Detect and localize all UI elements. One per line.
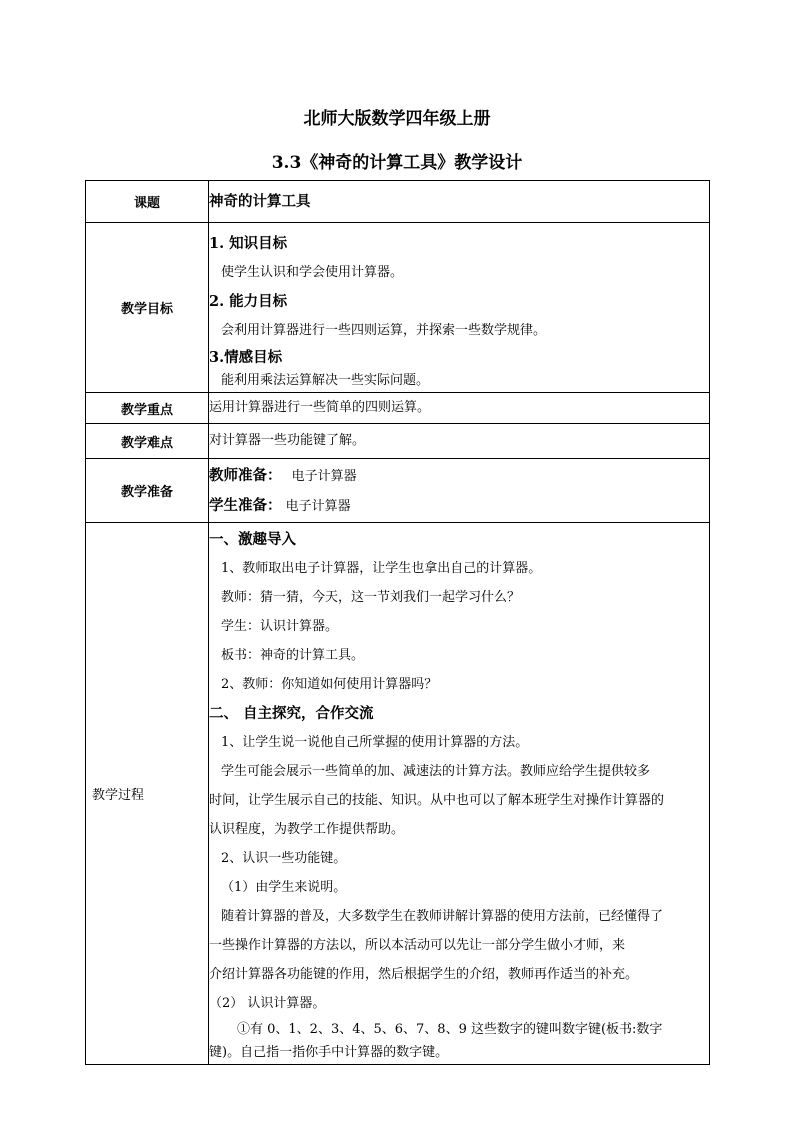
process-paragraph-line: 学生可能会展示一些简单的加、减速法的计算方法。教师应给学生提供较多 [221, 764, 651, 779]
process-paragraph-line: ①有 0、1、2、3、4、5、6、7、8、9 这些数字的键叫数字键(板书:数字 [237, 1022, 663, 1037]
process-line: 板书：神奇的计算工具。 [221, 648, 365, 663]
goal-heading-ability: 2. 能力目标 [209, 293, 288, 310]
process-paragraph-line: 键)。自己指一指你手中计算器的数字键。 [209, 1045, 449, 1060]
prep-label: 教学准备 [86, 459, 209, 523]
process-line: 1、教师取出电子计算器，让学生也拿出自己的计算器。 [221, 561, 542, 576]
goal-text-ability: 会利用计算器进行一些四则运算，并探索一些数学规律。 [221, 323, 547, 338]
document-subtitle: 3.3《神奇的计算工具》教学设计 [271, 153, 523, 173]
process-label: 教学过程 [86, 523, 209, 1065]
row-topic [86, 181, 710, 223]
process-line: 2、认识一些功能键。 [221, 851, 347, 866]
lesson-plan-table [85, 180, 710, 1065]
process-line: （1）由学生来说明。 [221, 880, 347, 895]
row-key-points [86, 393, 710, 424]
prep-student: 学生准备： 电子计算器 [209, 496, 351, 514]
process-paragraph-line: 认识程度，为教学工作提供帮助。 [209, 822, 405, 837]
row-process [86, 523, 710, 1065]
goal-heading-emotion: 3.情感目标 [209, 349, 283, 366]
row-goals [86, 223, 710, 393]
goals-label: 教学目标 [86, 223, 209, 393]
process-content [209, 523, 710, 1065]
document-title: 北师大版数学四年级上册 [303, 109, 491, 129]
key-value: 运用计算器进行一些简单的四则运算。 [209, 393, 710, 424]
row-difficulty [86, 424, 710, 459]
process-line: 2、教师：你知道如何使用计算器吗？ [221, 677, 438, 692]
key-label: 教学重点 [86, 393, 209, 424]
goals-content [209, 223, 710, 393]
process-paragraph-line: 介绍计算器各功能键的作用，然后根据学生的介绍，教师再作适当的补充。 [209, 967, 639, 982]
process-line: （2） 认识计算器。 [209, 996, 326, 1011]
section-heading-explore: 二、 自主探究，合作交流 [209, 705, 374, 722]
difficulty-label: 教学难点 [86, 424, 209, 459]
section-heading-intro: 一、激趣导入 [209, 531, 296, 548]
process-paragraph-line: 时间，让学生展示自己的技能、知识。从中也可以了解本班学生对操作计算器的 [209, 793, 665, 808]
row-preparation [86, 459, 710, 523]
topic-label: 课题 [86, 181, 209, 223]
goal-text-knowledge: 使学生认识和学会使用计算器。 [221, 265, 404, 280]
goal-text-emotion: 能利用乘法运算解决一些实际问题。 [221, 373, 430, 388]
prep-content [209, 459, 710, 523]
difficulty-value: 对计算器一些功能键了解。 [209, 424, 710, 459]
process-line: 1、让学生说一说他自己所掌握的使用计算器的方法。 [221, 735, 529, 750]
process-line: 学生：认识计算器。 [221, 619, 339, 634]
prep-teacher: 教师准备： 电子计算器 [209, 466, 357, 484]
goal-heading-knowledge: 1. 知识目标 [209, 235, 288, 252]
process-paragraph-line: 随着计算器的普及，大多数学生在教师讲解计算器的使用方法前，已经懂得了 [221, 909, 664, 924]
process-line: 教师：猜一猜，今天，这一节刘我们一起学习什么？ [221, 590, 521, 605]
topic-value: 神奇的计算工具 [209, 181, 710, 223]
process-paragraph-line: 一些操作计算器的方法以，所以本活动可以先让一部分学生做小才师，来 [209, 938, 626, 953]
